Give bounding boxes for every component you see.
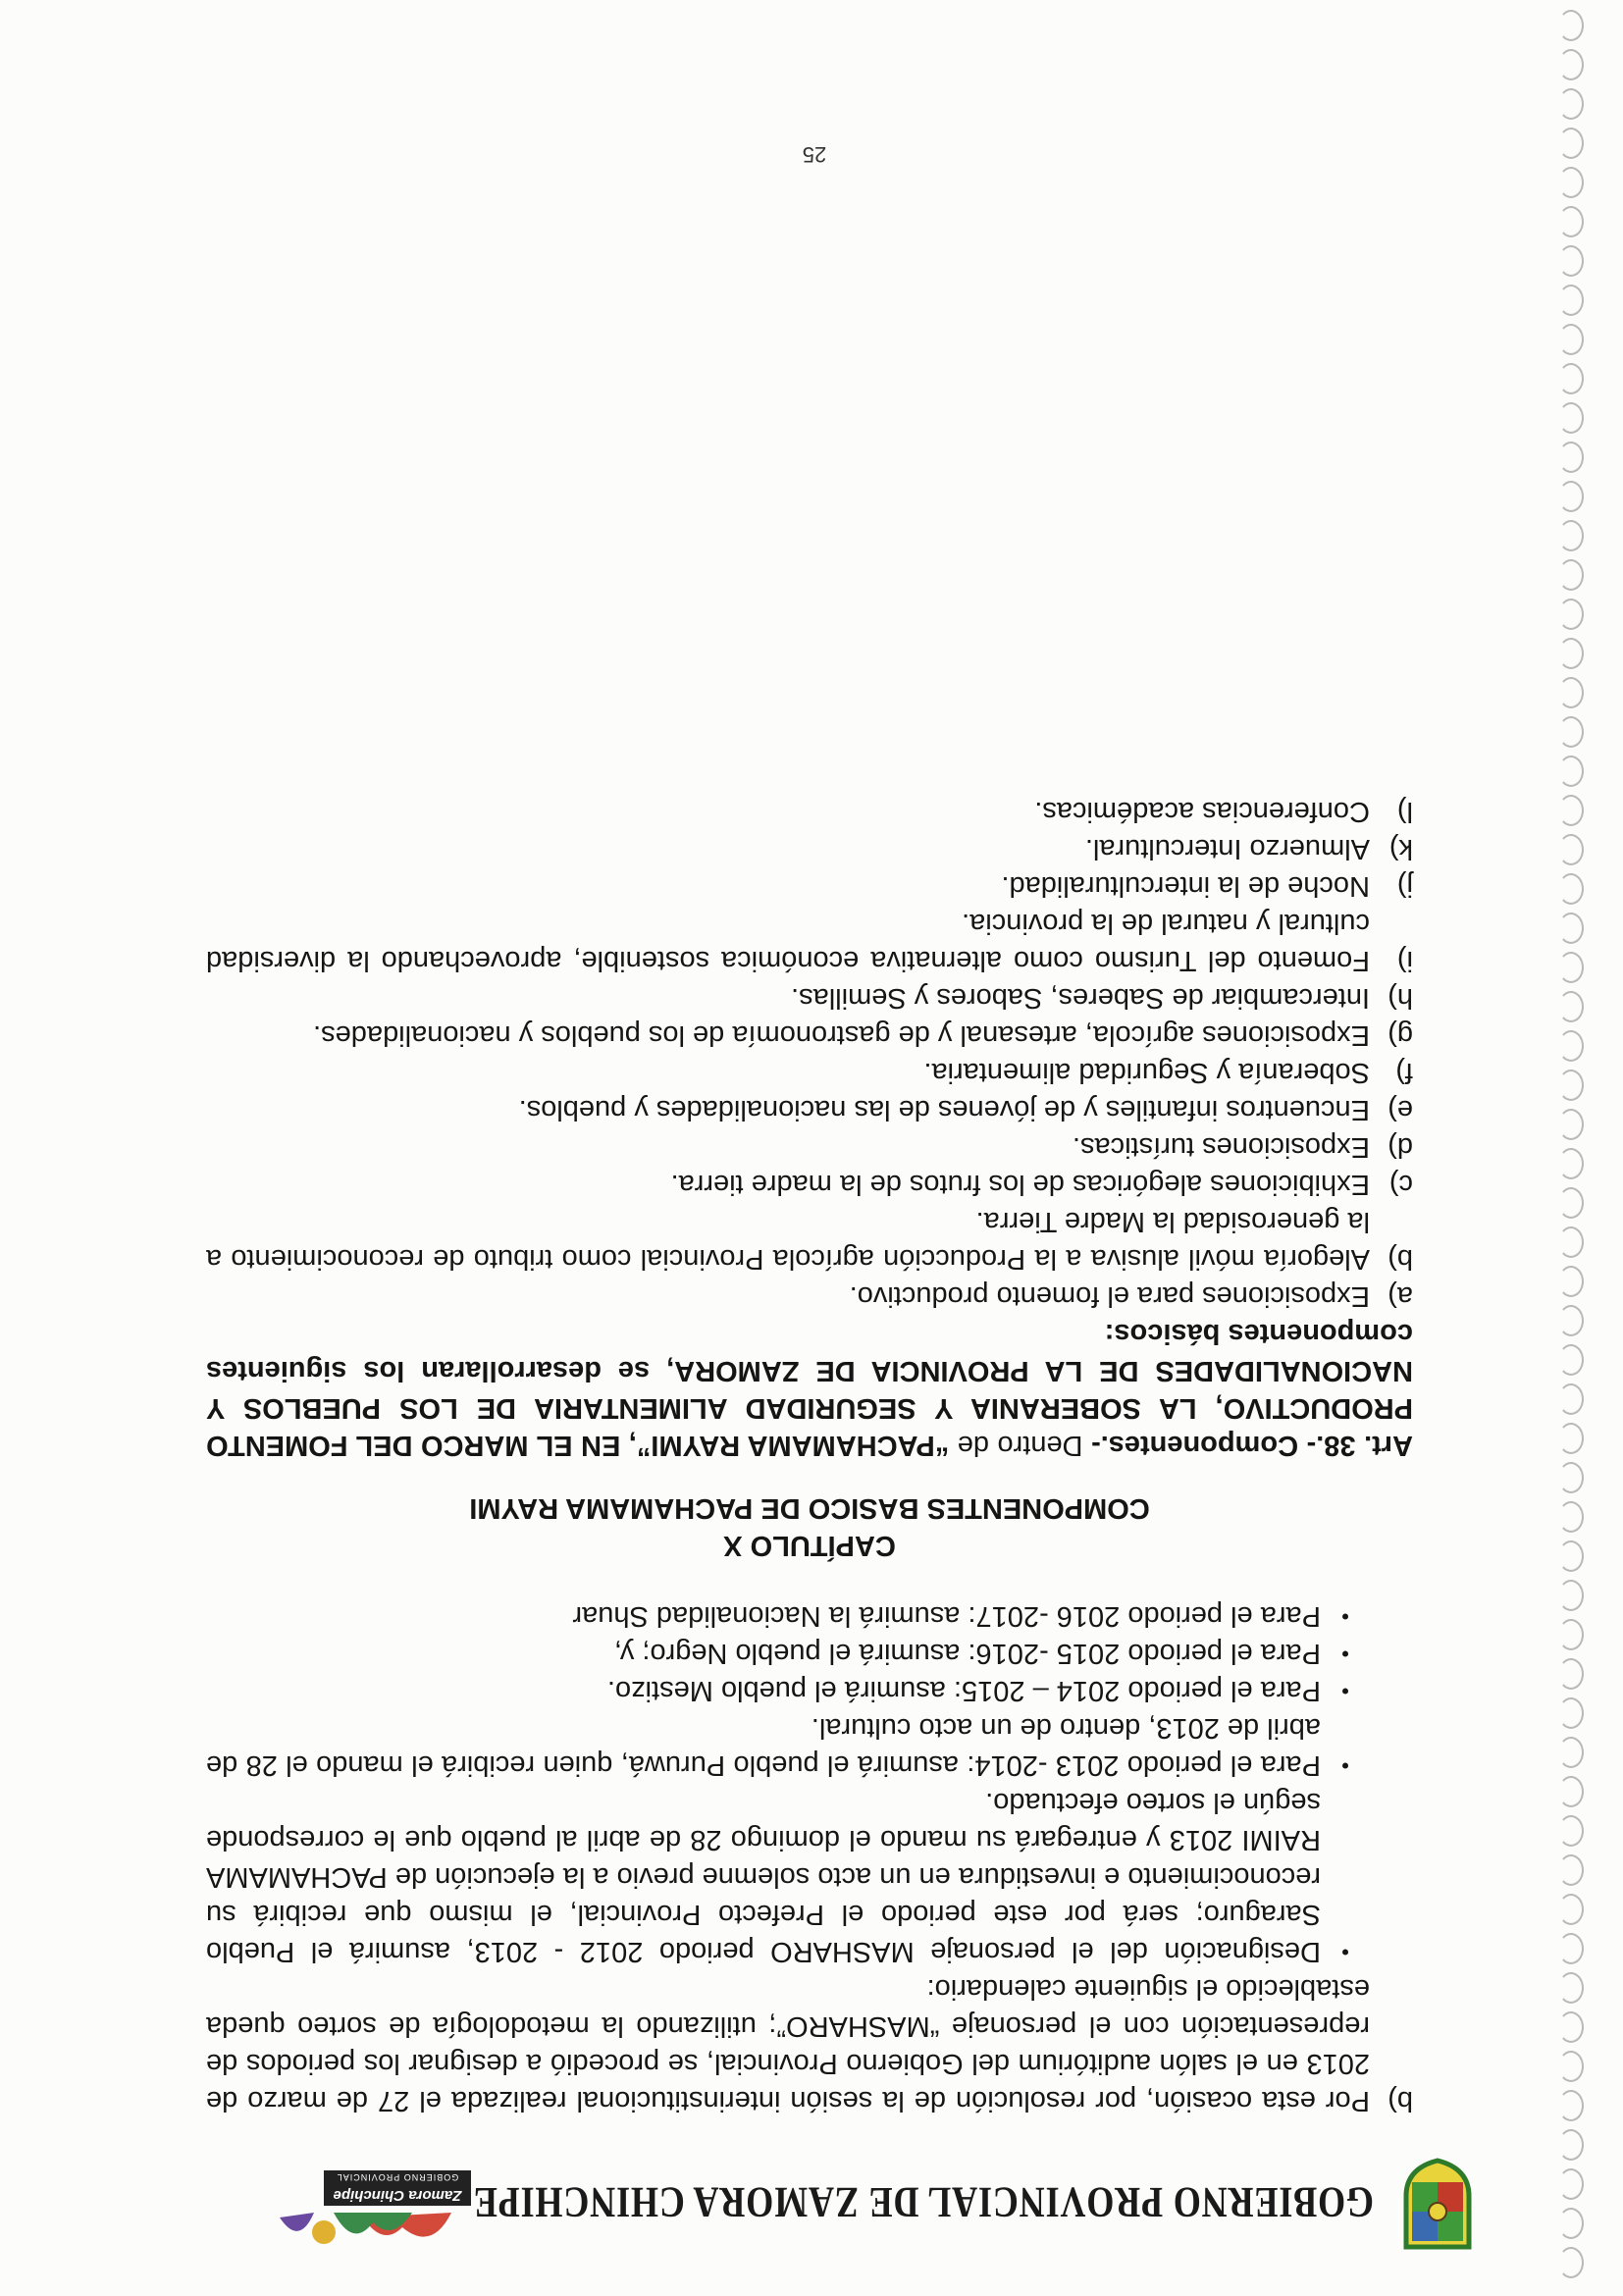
- intro-paragraph: [206, 1970, 1413, 2119]
- letterhead: [128, 2129, 1501, 2267]
- list-item: • Para el periodo 2016 -2017: asumirá la Nacionalidad Shuar: [206, 1597, 1370, 1635]
- binding-hole: [1558, 1344, 1584, 1376]
- binding-hole: [1558, 1776, 1584, 1807]
- page-number: 25: [802, 142, 827, 167]
- logo-figures-icon: [275, 2206, 471, 2257]
- binding-hole: [1558, 2208, 1584, 2239]
- binding-hole: [1558, 834, 1584, 865]
- binding-hole: [1558, 1462, 1584, 1493]
- binding-hole: [1558, 1894, 1584, 1925]
- binding-hole: [1558, 716, 1584, 748]
- list-item: g) Exposiciones agrícola, artesanal y de gastronomía de los pueblos y nacionalidades.: [313, 1019, 1413, 1051]
- list-item: b) Alegoría móvil alusiva a la Producción agrícola Provincial como tributo de reconocimiento a la generosidad la Madre Tierra.: [206, 1206, 1413, 1275]
- bullet-icon: •: [1341, 1753, 1349, 1778]
- chapter-heading: [206, 1489, 1413, 1564]
- page-content-rotated: [128, 78, 1501, 2267]
- binding-hole: [1558, 49, 1584, 80]
- binding-hole: [1558, 324, 1584, 355]
- binding-hole: [1558, 677, 1584, 708]
- binding-hole: [1558, 1383, 1584, 1415]
- binding-hole: [1558, 991, 1584, 1022]
- binding-hole: [1558, 285, 1584, 316]
- chapter-title: COMPONENTES BASICO DE PACHAMAMA RAYMI: [469, 1492, 1150, 1524]
- binding-hole: [1558, 1423, 1584, 1454]
- binding-hole: [1558, 520, 1584, 551]
- binding-hole: [1558, 559, 1584, 591]
- bullet-icon: •: [1341, 1642, 1349, 1666]
- binding-hole: [1558, 2168, 1584, 2200]
- bullet-icon: •: [1341, 1604, 1349, 1629]
- binding-hole: [1558, 913, 1584, 944]
- article-lead: Art. 38.- Componentes.-: [1091, 1430, 1413, 1461]
- binding-hole: [1558, 1109, 1584, 1140]
- binding-hole: [1558, 245, 1584, 277]
- binding-hole: [1558, 873, 1584, 905]
- binding-hole: [1558, 1580, 1584, 1611]
- list-item: e) Encuentros infantiles y de jóvenes de las nacionalidades y pueblos.: [518, 1094, 1413, 1125]
- binding-hole: [1558, 1501, 1584, 1533]
- article-bold-text: “PACHAMAMA RAYMI”, EN EL MARCO DEL FOMENTO PRODUCTIVO, LA SOBERANIA Y SEGURIDAD ALIMENTARIA DE LOS PUEBLOS Y NACIONALIDADES DE LA PROVINCIA DE ZAMORA, se desarrollaran los siguientes componentes básicos:: [206, 1318, 1413, 1461]
- binding-hole: [1558, 795, 1584, 826]
- binding-hole: [1558, 1540, 1584, 1572]
- binding-hole: [1558, 1658, 1584, 1690]
- letterhead-title: GOBIERNO PROVINCIAL DE ZAMORA CHINCHIPE: [472, 2178, 1374, 2226]
- binding-hole: [1558, 1030, 1584, 1062]
- list-item: • Para el periodo 2015 -2016: asumirá el pueblo Negro; y,: [206, 1635, 1370, 1672]
- binding-hole: [1558, 88, 1584, 120]
- list-item: j) Noche de la interculturalidad.: [1001, 870, 1413, 902]
- binding-hole: [1558, 1815, 1584, 1847]
- binding-hole: [1558, 1266, 1584, 1297]
- binding-hole: [1558, 599, 1584, 630]
- binding-hole: [1558, 481, 1584, 512]
- intro-label: b): [1387, 2085, 1413, 2116]
- spiral-binding: [1548, 10, 1597, 2286]
- chapter-number: CAPÍTULO X: [723, 1530, 896, 1561]
- list-item: • Para el periodo 2013 -2014: asumirá el pueblo Puruwá, quien recibirá el mando el 28 de abril de 2013, dentro de un acto cultural.: [206, 1709, 1370, 1784]
- list-item: • Designación del el personaje MASHARO periodo 2012 - 2013, asumirá el Pueblo Saraguro; será por este periodo el Prefecto Provincial, el mismo que recibirá su reconocimiento e investidura en un acto solemne previo a la ejecución de PACHAMAMA RAIMI 2013 y entregará su mando el domingo 28 de abril al pueblo que le corresponde según el sorteo efectuado.: [206, 1784, 1370, 1970]
- list-item: h) Intercambiar de Saberes, Sabores y Semillas.: [791, 982, 1413, 1014]
- binding-hole: [1558, 402, 1584, 434]
- zamora-chinchipe-logo: [275, 2149, 471, 2257]
- binding-hole: [1558, 10, 1584, 41]
- list-item: d) Exposiciones turísticas.: [1072, 1131, 1413, 1163]
- list-item: f) Soberanía y Seguridad alimentaria.: [923, 1057, 1413, 1088]
- binding-hole: [1558, 363, 1584, 394]
- binding-hole: [1558, 442, 1584, 473]
- binding-hole: [1558, 638, 1584, 669]
- document-body: [206, 793, 1413, 2119]
- article-38: [206, 1315, 1413, 1464]
- binding-hole: [1558, 2129, 1584, 2161]
- bullet-icon: •: [1341, 1940, 1349, 1964]
- binding-hole: [1558, 756, 1584, 787]
- binding-hole: [1558, 1972, 1584, 2004]
- list-item: l) Conferencias académicas.: [1034, 796, 1413, 827]
- list-item: i) Fomento del Turismo como alternativa económica sostenible, aprovechando la diversidad cultural y natural de la provincia.: [206, 908, 1413, 976]
- binding-hole: [1558, 1697, 1584, 1729]
- binding-hole: [1558, 2051, 1584, 2082]
- article-middle: Dentro de: [949, 1430, 1092, 1461]
- components-list: [206, 793, 1413, 1315]
- binding-hole: [1558, 1737, 1584, 1768]
- provincial-emblem-icon: [1398, 2157, 1477, 2255]
- list-item: • Para el periodo 2014 – 2015: asumirá el pueblo Mestizo.: [206, 1672, 1370, 1709]
- binding-hole: [1558, 167, 1584, 198]
- binding-hole: [1558, 1619, 1584, 1650]
- binding-hole: [1558, 1148, 1584, 1179]
- list-item: k) Almuerzo Intercultural.: [1084, 833, 1413, 864]
- logo-subtext: GOBIERNO PROVINCIAL: [324, 2170, 471, 2184]
- binding-hole: [1558, 1226, 1584, 1258]
- binding-hole: [1558, 128, 1584, 159]
- binding-hole: [1558, 2090, 1584, 2121]
- binding-hole: [1558, 1305, 1584, 1336]
- intro-text: Por esta ocasión, por resolución de la sesión interinstitucional realizada el 27 de marzo de 2013 en el salón auditórium del Gobierno Provincial, se procedió a designar los periodos de representación con el personaje “MASHARO”; utilizando la metodología de sorteo queda establecido el siguiente calendario:: [206, 1973, 1370, 2116]
- logo-text: Zamora Chinchipe: [324, 2184, 471, 2206]
- bullet-icon: •: [1341, 1679, 1349, 1703]
- binding-hole: [1558, 2247, 1584, 2278]
- list-item: a) Exposiciones para el fomento productivo.: [849, 1280, 1413, 1312]
- binding-hole: [1558, 206, 1584, 237]
- list-item: c) Exhibiciones alegóricas de los frutos de la madre tierra.: [670, 1169, 1413, 1200]
- binding-hole: [1558, 1933, 1584, 1964]
- binding-hole: [1558, 1187, 1584, 1219]
- calendar-list: [206, 1597, 1370, 1970]
- binding-hole: [1558, 1854, 1584, 1886]
- binding-hole: [1558, 2011, 1584, 2043]
- binding-hole: [1558, 952, 1584, 983]
- binding-hole: [1558, 1070, 1584, 1101]
